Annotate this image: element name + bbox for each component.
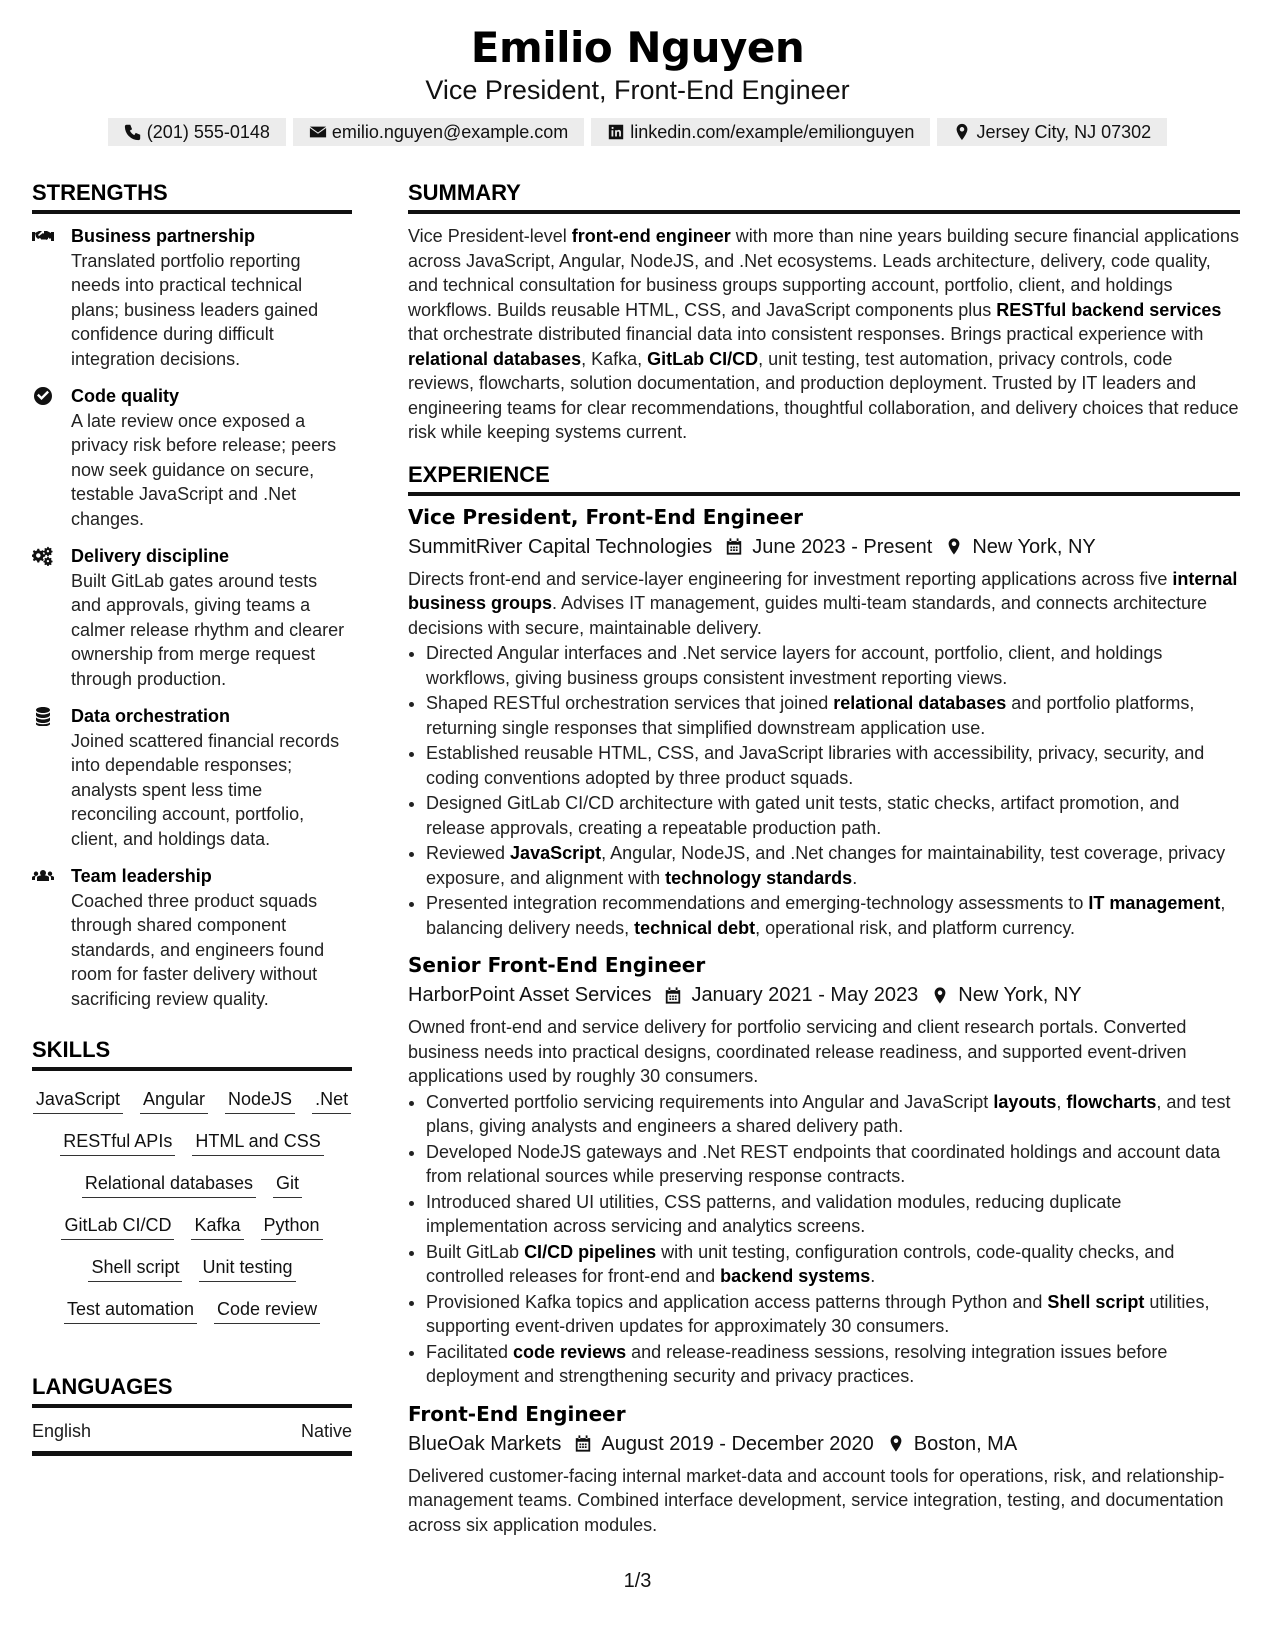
text-run: . Advises IT management, guides multi-team standards, and connects architecture decisions with secure, maintainable delivery.: [408, 593, 1208, 638]
text-run: front-end engineer: [571, 226, 731, 246]
text-run: with unit testing, configuration controls, code-quality checks, and controlled releases for front-end and: [426, 1241, 1175, 1286]
job-dates: January 2021 - May 2023: [691, 984, 919, 1006]
job-bullet: [426, 1340, 1240, 1389]
skill-tag: NodeJS: [225, 1087, 295, 1114]
text-run: Presented integration recommendations and emerging-technology assessments to: [426, 893, 1089, 913]
languages-heading: LANGUAGES: [32, 1372, 352, 1408]
strength-title: Delivery discipline: [71, 546, 230, 566]
contact-item[interactable]: [108, 118, 286, 146]
job-entry: [408, 1399, 1240, 1538]
strength-title: Team leadership: [71, 866, 212, 886]
job-title: Senior Front-End Engineer: [408, 953, 706, 977]
skill-tag: HTML and CSS: [192, 1129, 323, 1156]
text-run: technology standards: [665, 867, 853, 888]
skill-tag: Shell script: [88, 1255, 182, 1282]
strength-description: Translated portfolio reporting needs into practical technical plans; business leaders gained confidence during difficult integration decisions.: [71, 250, 319, 369]
job-meta: [408, 980, 1240, 1010]
text-run: that orchestrate distributed financial data into consistent responses. Brings practical experience with: [408, 324, 1204, 344]
text-run: Converted portfolio servicing requirements into Angular and JavaScript: [426, 1091, 994, 1112]
location-icon: [887, 1434, 905, 1453]
users-icon: [32, 866, 54, 886]
text-run: Developed NodeJS gateways and .Net REST endpoints that coordinated holdings and account data from relational sources while preserving response contracts.: [426, 1141, 1221, 1186]
skill-tag: Python: [261, 1213, 323, 1240]
strength-icon: [32, 226, 56, 246]
skills-list: [32, 1081, 352, 1332]
text-run: layouts: [993, 1091, 1057, 1112]
skill-tag: Angular: [140, 1087, 208, 1114]
text-run: ,: [1056, 1091, 1067, 1112]
job-entry: [408, 502, 1240, 941]
job-bullet: [426, 641, 1240, 690]
text-run: RESTful backend services: [996, 299, 1222, 320]
email-icon: [309, 123, 327, 141]
text-run: Built GitLab: [426, 1241, 525, 1262]
job-bullets: [408, 641, 1240, 940]
strength-title: Data orchestration: [71, 706, 231, 726]
text-run: and release-readiness sessions, resolving integration issues before deployment and strengthening security and privacy practices.: [426, 1341, 1168, 1386]
job-bullets: [408, 1090, 1240, 1389]
contact-bar: [0, 118, 1275, 146]
job-dates: June 2023 - Present: [752, 535, 933, 558]
text-run: IT management: [1088, 893, 1221, 913]
job-bullet: [426, 891, 1240, 940]
phone-icon: [124, 123, 142, 141]
job-bullet: [426, 841, 1240, 890]
job-bullet: [426, 1190, 1240, 1239]
strength-icon: [32, 866, 56, 886]
text-run: , balancing delivery needs,: [426, 893, 1226, 938]
candidate-name: Emilio Nguyen: [470, 23, 805, 72]
text-run: Directs front-end and service-layer engineering for investment reporting applications across five: [408, 568, 1173, 589]
job-location: New York, NY: [958, 984, 1082, 1006]
text-run: Delivered customer-facing internal market-data and account tools for operations, risk, and relationship-management teams. Combined interface development, service integration, testing, and documentation across six application modules.: [408, 1465, 1225, 1535]
skills-row: [32, 1213, 352, 1240]
contact-text: Jersey City, NJ 07302: [976, 122, 1152, 142]
job-bullet: [426, 1240, 1240, 1289]
text-run: Designed GitLab CI/CD architecture with gated unit tests, static checks, artifact promotion, and release approvals, creating a repeatable production path.: [426, 793, 1180, 838]
languages-list: [32, 1414, 352, 1456]
text-run: relational databases: [833, 693, 1007, 713]
experience-heading: EXPERIENCE: [408, 460, 1240, 496]
job-bullet: [426, 741, 1240, 790]
skill-tag: .Net: [312, 1087, 351, 1114]
job-bullet: [426, 1290, 1240, 1339]
text-run: Provisioned Kafka topics and application access patterns through Python and: [426, 1291, 1048, 1312]
skill-tag: JavaScript: [33, 1087, 123, 1114]
location-icon: [931, 986, 949, 1005]
check-circle-icon: [32, 386, 54, 406]
summary-text: [408, 224, 1240, 445]
text-run: .: [870, 1266, 876, 1286]
language-level: Native: [300, 1421, 352, 1441]
strength-description: Joined scattered financial records into dependable responses; analysts spent less time reconciling account, portfolio, client, and holdings data.: [71, 730, 340, 849]
job-entry: [408, 950, 1240, 1389]
text-run: utilities, supporting event-driven updates for approximately 30 consumers.: [426, 1291, 1210, 1336]
text-run: Shaped RESTful orchestration services that joined: [426, 693, 834, 713]
candidate-title: Vice President, Front-End Engineer: [425, 75, 850, 105]
job-description: [408, 1464, 1240, 1538]
experience-list: [408, 502, 1240, 1538]
contact-item[interactable]: [591, 118, 930, 146]
strength-icon: [32, 386, 56, 406]
job-location: New York, NY: [972, 535, 1096, 558]
text-run: Directed Angular interfaces and .Net service layers for account, portfolio, client, and holdings workflows, giving business groups consistent investment reporting views.: [426, 643, 1163, 688]
skill-tag: RESTful APIs: [60, 1129, 175, 1156]
calendar-icon: [664, 986, 682, 1005]
skill-tag: Unit testing: [199, 1255, 295, 1282]
skills-row: [32, 1129, 352, 1156]
calendar-icon: [574, 1434, 592, 1453]
strength-icon: [32, 706, 56, 726]
location-icon: [953, 123, 971, 141]
strength-item: [32, 864, 352, 1011]
page-number: 1/3: [623, 1570, 652, 1592]
text-run: , Angular, NodeJS, and .Net changes for maintainability, test coverage, privacy exposure, and alignment with: [426, 843, 1226, 888]
skills-row: [32, 1171, 352, 1198]
skill-tag: Code review: [214, 1297, 320, 1324]
text-run: .: [852, 867, 858, 888]
location-icon: [945, 537, 963, 556]
right-column: [408, 178, 1240, 1547]
text-run: GitLab CI/CD: [647, 348, 759, 369]
job-description: [408, 567, 1240, 641]
gears-icon: [32, 546, 54, 566]
job-title: Front-End Engineer: [408, 1401, 626, 1426]
strength-icon: [32, 546, 56, 566]
skill-tag: Test automation: [64, 1297, 197, 1324]
strengths-list: [32, 224, 352, 1011]
contact-text: (201) 555-0148: [146, 122, 270, 142]
text-run: backend systems: [720, 1266, 871, 1286]
job-bullet: [426, 1090, 1240, 1139]
skills-heading: SKILLS: [32, 1035, 352, 1071]
strength-item: [32, 704, 352, 851]
job-bullet: [426, 791, 1240, 840]
skills-row: [32, 1087, 352, 1114]
calendar-icon: [725, 537, 743, 556]
job-company: SummitRiver Capital Technologies: [408, 535, 713, 558]
text-run: relational databases: [408, 348, 582, 369]
text-run: Owned front-end and service delivery for portfolio servicing and client research portals. Converted business needs into practical designs, coordinated release readiness, and supported event-driven applications used by roughly 30 consumers.: [408, 1017, 1187, 1086]
handshake-icon: [32, 226, 54, 246]
contact-text: linkedin.com/example/emilionguyen: [630, 122, 915, 142]
language-name: English: [32, 1421, 92, 1441]
text-run: Vice President-level: [408, 226, 572, 246]
skills-row: [32, 1255, 352, 1282]
linkedin-icon: [607, 123, 625, 141]
strength-item: [32, 384, 352, 531]
job-bullet: [426, 691, 1240, 740]
text-run: Reviewed: [426, 843, 511, 863]
contact-item[interactable]: [293, 118, 584, 146]
strength-description: Coached three product squads through shared component standards, and engineers found room for faster delivery without sacrificing review quality.: [71, 890, 325, 1009]
strength-description: Built GitLab gates around tests and approvals, giving teams a calmer release rhythm and clearer ownership from merge request through production.: [71, 570, 345, 689]
strength-description: A late review once exposed a privacy risk before release; peers now seek guidance on secure, testable JavaScript and .Net changes.: [71, 410, 337, 529]
left-column: [32, 178, 352, 1456]
job-company: BlueOak Markets: [408, 1432, 562, 1455]
text-run: and portfolio platforms, returning single responses that simplified downstream application use.: [426, 693, 1195, 738]
strength-title: Business partnership: [71, 226, 256, 246]
skills-row: [32, 1297, 352, 1324]
contact-item[interactable]: [937, 118, 1167, 146]
skill-tag: GitLab CI/CD: [61, 1213, 174, 1240]
language-item: [32, 1414, 352, 1456]
resume-header: [0, 22, 1275, 146]
strengths-heading: STRENGTHS: [32, 178, 352, 214]
job-description: [408, 1015, 1240, 1089]
strength-item: [32, 544, 352, 691]
text-run: CI/CD pipelines: [524, 1241, 657, 1262]
job-bullet: [426, 1140, 1240, 1189]
text-run: code reviews: [513, 1341, 627, 1362]
skill-tag: Relational databases: [82, 1171, 256, 1198]
text-run: Facilitated: [426, 1341, 514, 1362]
text-run: , and test plans, giving analysts and engineers a shared delivery path.: [426, 1091, 1231, 1136]
job-meta: [408, 1429, 1240, 1459]
database-icon: [32, 706, 54, 726]
summary-heading: SUMMARY: [408, 178, 1240, 214]
skill-tag: Kafka: [191, 1213, 243, 1240]
strength-item: [32, 224, 352, 371]
contact-text: emilio.nguyen@example.com: [331, 122, 569, 142]
text-run: , operational risk, and platform currency.: [755, 917, 1075, 938]
job-company: HarborPoint Asset Services: [408, 984, 652, 1006]
text-run: flowcharts: [1066, 1091, 1157, 1112]
strength-title: Code quality: [71, 386, 180, 406]
text-run: Introduced shared UI utilities, CSS patterns, and validation modules, reducing duplicate implementation across servicing and analytics screens.: [426, 1191, 1122, 1236]
text-run: JavaScript: [510, 843, 602, 863]
text-run: , Kafka,: [581, 348, 648, 369]
job-meta: [408, 532, 1240, 562]
job-title: Vice President, Front-End Engineer: [408, 504, 804, 529]
job-dates: August 2019 - December 2020: [601, 1432, 874, 1455]
text-run: Established reusable HTML, CSS, and JavaScript libraries with accessibility, privacy, security, and coding conventions adopted by three product squads.: [426, 743, 1205, 788]
text-run: , unit testing, test automation, privacy controls, code reviews, flowcharts, solution documentation, and production deployment. Trusted by IT leaders and engineering teams for clear recommendations, thoughtful collaboration, and delivery choices that reduce risk while keeping systems current.: [408, 348, 1239, 442]
job-location: Boston, MA: [913, 1432, 1018, 1455]
skill-tag: Git: [273, 1171, 302, 1198]
text-run: Shell script: [1047, 1291, 1145, 1312]
text-run: technical debt: [634, 917, 756, 938]
text-run: internal business groups: [408, 568, 1238, 613]
text-run: with more than nine years building secure financial applications across JavaScript, Angular, NodeJS, and .Net ecosystems. Leads architecture, delivery, code quality, and technical consultation for business groups supporting account, portfolio, client, and holdings workflows. Builds reusable HTML, CSS, and JavaScript components plus: [408, 226, 1240, 320]
